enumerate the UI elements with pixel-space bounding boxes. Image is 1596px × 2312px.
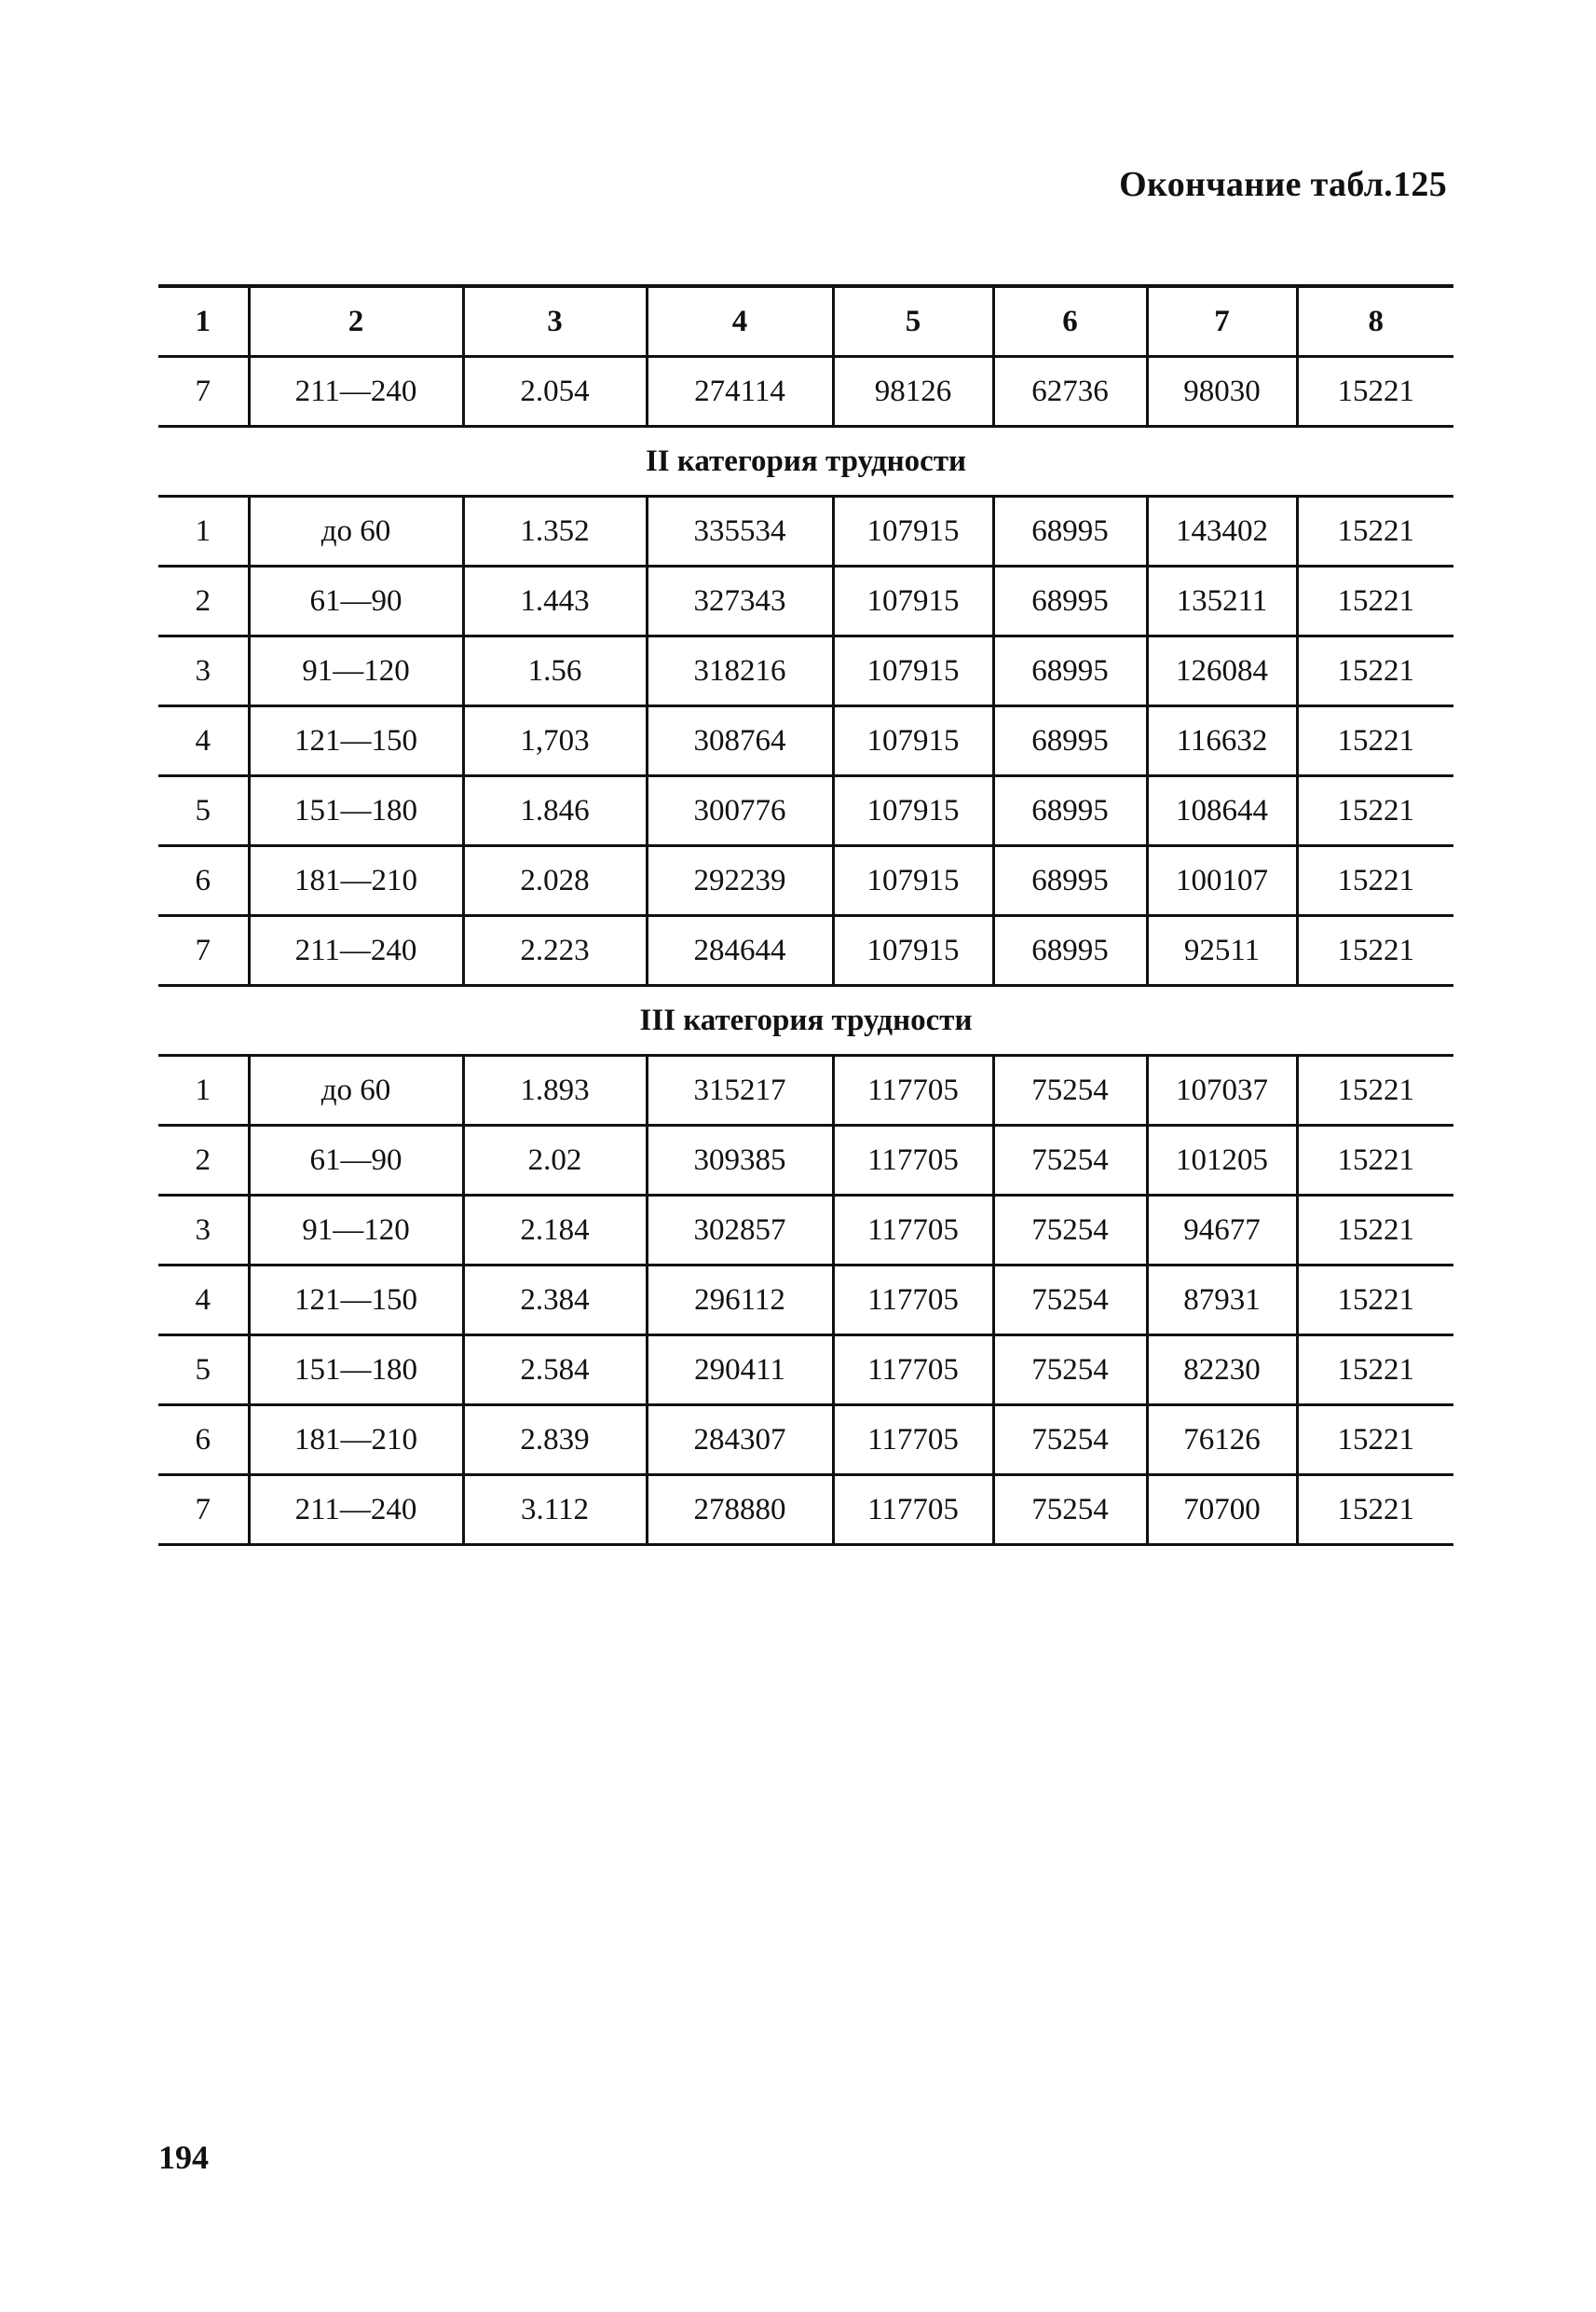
table-cell: 15221 xyxy=(1297,636,1453,706)
table-cell: 1.56 xyxy=(463,636,647,706)
table-cell: 315217 xyxy=(647,1056,833,1126)
table-cell: 68995 xyxy=(993,567,1147,636)
table-cell: 7 xyxy=(158,916,249,986)
table-cell: 68995 xyxy=(993,706,1147,776)
table-cell: 117705 xyxy=(833,1126,993,1196)
table-cell: 135211 xyxy=(1147,567,1297,636)
table-cell: до 60 xyxy=(249,1056,463,1126)
table-cell: 1.893 xyxy=(463,1056,647,1126)
table-cell: 15221 xyxy=(1297,1405,1453,1475)
table-cell: 2.384 xyxy=(463,1265,647,1335)
table-cell: 68995 xyxy=(993,916,1147,986)
table-cell: 107915 xyxy=(833,916,993,986)
table-cell: 1.443 xyxy=(463,567,647,636)
table-cell: 117705 xyxy=(833,1335,993,1405)
table-cell: 101205 xyxy=(1147,1126,1297,1196)
table-cell: 2.584 xyxy=(463,1335,647,1405)
table-cell: 15221 xyxy=(1297,1196,1453,1265)
table-cell: 6 xyxy=(993,286,1147,357)
table-cell: 15221 xyxy=(1297,1475,1453,1545)
table-cell: 1.352 xyxy=(463,497,647,567)
table-cell: 15221 xyxy=(1297,776,1453,846)
table-cell: 2 xyxy=(249,286,463,357)
table-cell: 117705 xyxy=(833,1475,993,1545)
table-cell: 2.054 xyxy=(463,357,647,427)
table-cell: 75254 xyxy=(993,1335,1147,1405)
table-cell: 296112 xyxy=(647,1265,833,1335)
table-cell: 309385 xyxy=(647,1126,833,1196)
table-cell: 1 xyxy=(158,1056,249,1126)
table-cell: 107915 xyxy=(833,497,993,567)
table-cell: 75254 xyxy=(993,1475,1147,1545)
table-row xyxy=(158,846,1453,916)
table-cell: 121—150 xyxy=(249,1265,463,1335)
table-cell: 4 xyxy=(158,706,249,776)
table-cell: 107915 xyxy=(833,636,993,706)
table-cell: 302857 xyxy=(647,1196,833,1265)
section-title: III категория трудности xyxy=(158,986,1453,1056)
table-cell: 211—240 xyxy=(249,357,463,427)
table-cell: 94677 xyxy=(1147,1196,1297,1265)
table-cell: 2.223 xyxy=(463,916,647,986)
table-cell: 68995 xyxy=(993,636,1147,706)
table-row xyxy=(158,1335,1453,1405)
data-table xyxy=(158,284,1453,1546)
table-header-row xyxy=(158,286,1453,357)
table-cell: 108644 xyxy=(1147,776,1297,846)
table-cell: 5 xyxy=(158,776,249,846)
table-cell: 98126 xyxy=(833,357,993,427)
section-heading-row xyxy=(158,986,1453,1056)
table-row xyxy=(158,1265,1453,1335)
table-body xyxy=(158,286,1453,1545)
table-row xyxy=(158,567,1453,636)
table-row xyxy=(158,636,1453,706)
table-cell: 116632 xyxy=(1147,706,1297,776)
table-cell: до 60 xyxy=(249,497,463,567)
table-caption: Окончание табл.125 xyxy=(1119,165,1447,204)
table-cell: 76126 xyxy=(1147,1405,1297,1475)
table-row xyxy=(158,916,1453,986)
table-cell: 5 xyxy=(158,1335,249,1405)
table-cell: 68995 xyxy=(993,846,1147,916)
table-cell: 75254 xyxy=(993,1405,1147,1475)
table-cell: 126084 xyxy=(1147,636,1297,706)
table-cell: 278880 xyxy=(647,1475,833,1545)
table-cell: 75254 xyxy=(993,1126,1147,1196)
table-cell: 117705 xyxy=(833,1265,993,1335)
table-cell: 3 xyxy=(463,286,647,357)
table-cell: 15221 xyxy=(1297,846,1453,916)
table-cell: 15221 xyxy=(1297,1265,1453,1335)
table-cell: 7 xyxy=(158,1475,249,1545)
table-cell: 70700 xyxy=(1147,1475,1297,1545)
table-cell: 92511 xyxy=(1147,916,1297,986)
table-cell: 4 xyxy=(647,286,833,357)
table-cell: 75254 xyxy=(993,1196,1147,1265)
table-cell: 274114 xyxy=(647,357,833,427)
section-title: II категория трудности xyxy=(158,427,1453,497)
table-cell: 75254 xyxy=(993,1265,1147,1335)
table-cell: 300776 xyxy=(647,776,833,846)
table-cell: 2.028 xyxy=(463,846,647,916)
table-cell: 107915 xyxy=(833,776,993,846)
table-cell: 284644 xyxy=(647,916,833,986)
table-row xyxy=(158,1196,1453,1265)
table-cell: 151—180 xyxy=(249,776,463,846)
table-cell: 3.112 xyxy=(463,1475,647,1545)
table-row xyxy=(158,776,1453,846)
table-cell: 5 xyxy=(833,286,993,357)
table-cell: 15221 xyxy=(1297,1056,1453,1126)
table-cell: 211—240 xyxy=(249,916,463,986)
table-cell: 68995 xyxy=(993,776,1147,846)
table-cell: 151—180 xyxy=(249,1335,463,1405)
table-cell: 15221 xyxy=(1297,1126,1453,1196)
table-row xyxy=(158,1056,1453,1126)
table-cell: 181—210 xyxy=(249,1405,463,1475)
table-cell: 308764 xyxy=(647,706,833,776)
table-cell: 107037 xyxy=(1147,1056,1297,1126)
table-cell: 3 xyxy=(158,636,249,706)
table-cell: 15221 xyxy=(1297,497,1453,567)
table-cell: 1 xyxy=(158,497,249,567)
table-cell: 2.184 xyxy=(463,1196,647,1265)
table-cell: 68995 xyxy=(993,497,1147,567)
table-row xyxy=(158,497,1453,567)
table-cell: 82230 xyxy=(1147,1335,1297,1405)
table-cell: 15221 xyxy=(1297,567,1453,636)
table-cell: 1 xyxy=(158,286,249,357)
table-cell: 2.02 xyxy=(463,1126,647,1196)
table-cell: 335534 xyxy=(647,497,833,567)
table-cell: 117705 xyxy=(833,1405,993,1475)
table-cell: 6 xyxy=(158,1405,249,1475)
table-cell: 61—90 xyxy=(249,567,463,636)
table-cell: 62736 xyxy=(993,357,1147,427)
table-cell: 117705 xyxy=(833,1196,993,1265)
table-row xyxy=(158,1126,1453,1196)
table-cell: 98030 xyxy=(1147,357,1297,427)
table-cell: 107915 xyxy=(833,706,993,776)
table-cell: 15221 xyxy=(1297,357,1453,427)
table-cell: 15221 xyxy=(1297,1335,1453,1405)
table-cell: 61—90 xyxy=(249,1126,463,1196)
table-row xyxy=(158,357,1453,427)
table-cell: 2 xyxy=(158,1126,249,1196)
table-row xyxy=(158,1405,1453,1475)
page-number: 194 xyxy=(158,2139,209,2176)
table-cell: 7 xyxy=(158,357,249,427)
table-cell: 2 xyxy=(158,567,249,636)
table-cell: 284307 xyxy=(647,1405,833,1475)
table-cell: 327343 xyxy=(647,567,833,636)
table-cell: 4 xyxy=(158,1265,249,1335)
table-cell: 290411 xyxy=(647,1335,833,1405)
table-cell: 91—120 xyxy=(249,1196,463,1265)
table-cell: 117705 xyxy=(833,1056,993,1126)
table-cell: 15221 xyxy=(1297,916,1453,986)
table-row xyxy=(158,1475,1453,1545)
table-cell: 2.839 xyxy=(463,1405,647,1475)
table-cell: 91—120 xyxy=(249,636,463,706)
table-cell: 15221 xyxy=(1297,706,1453,776)
table-cell: 87931 xyxy=(1147,1265,1297,1335)
table-cell: 1.846 xyxy=(463,776,647,846)
table-row xyxy=(158,706,1453,776)
table-cell: 121—150 xyxy=(249,706,463,776)
table-cell: 3 xyxy=(158,1196,249,1265)
table-cell: 1,703 xyxy=(463,706,647,776)
table-cell: 143402 xyxy=(1147,497,1297,567)
table-cell: 100107 xyxy=(1147,846,1297,916)
table-cell: 7 xyxy=(1147,286,1297,357)
section-heading-row xyxy=(158,427,1453,497)
table-cell: 107915 xyxy=(833,567,993,636)
table-cell: 107915 xyxy=(833,846,993,916)
table-cell: 6 xyxy=(158,846,249,916)
table-cell: 8 xyxy=(1297,286,1453,357)
table-cell: 181—210 xyxy=(249,846,463,916)
table-cell: 292239 xyxy=(647,846,833,916)
table-cell: 211—240 xyxy=(249,1475,463,1545)
table-cell: 318216 xyxy=(647,636,833,706)
table-cell: 75254 xyxy=(993,1056,1147,1126)
